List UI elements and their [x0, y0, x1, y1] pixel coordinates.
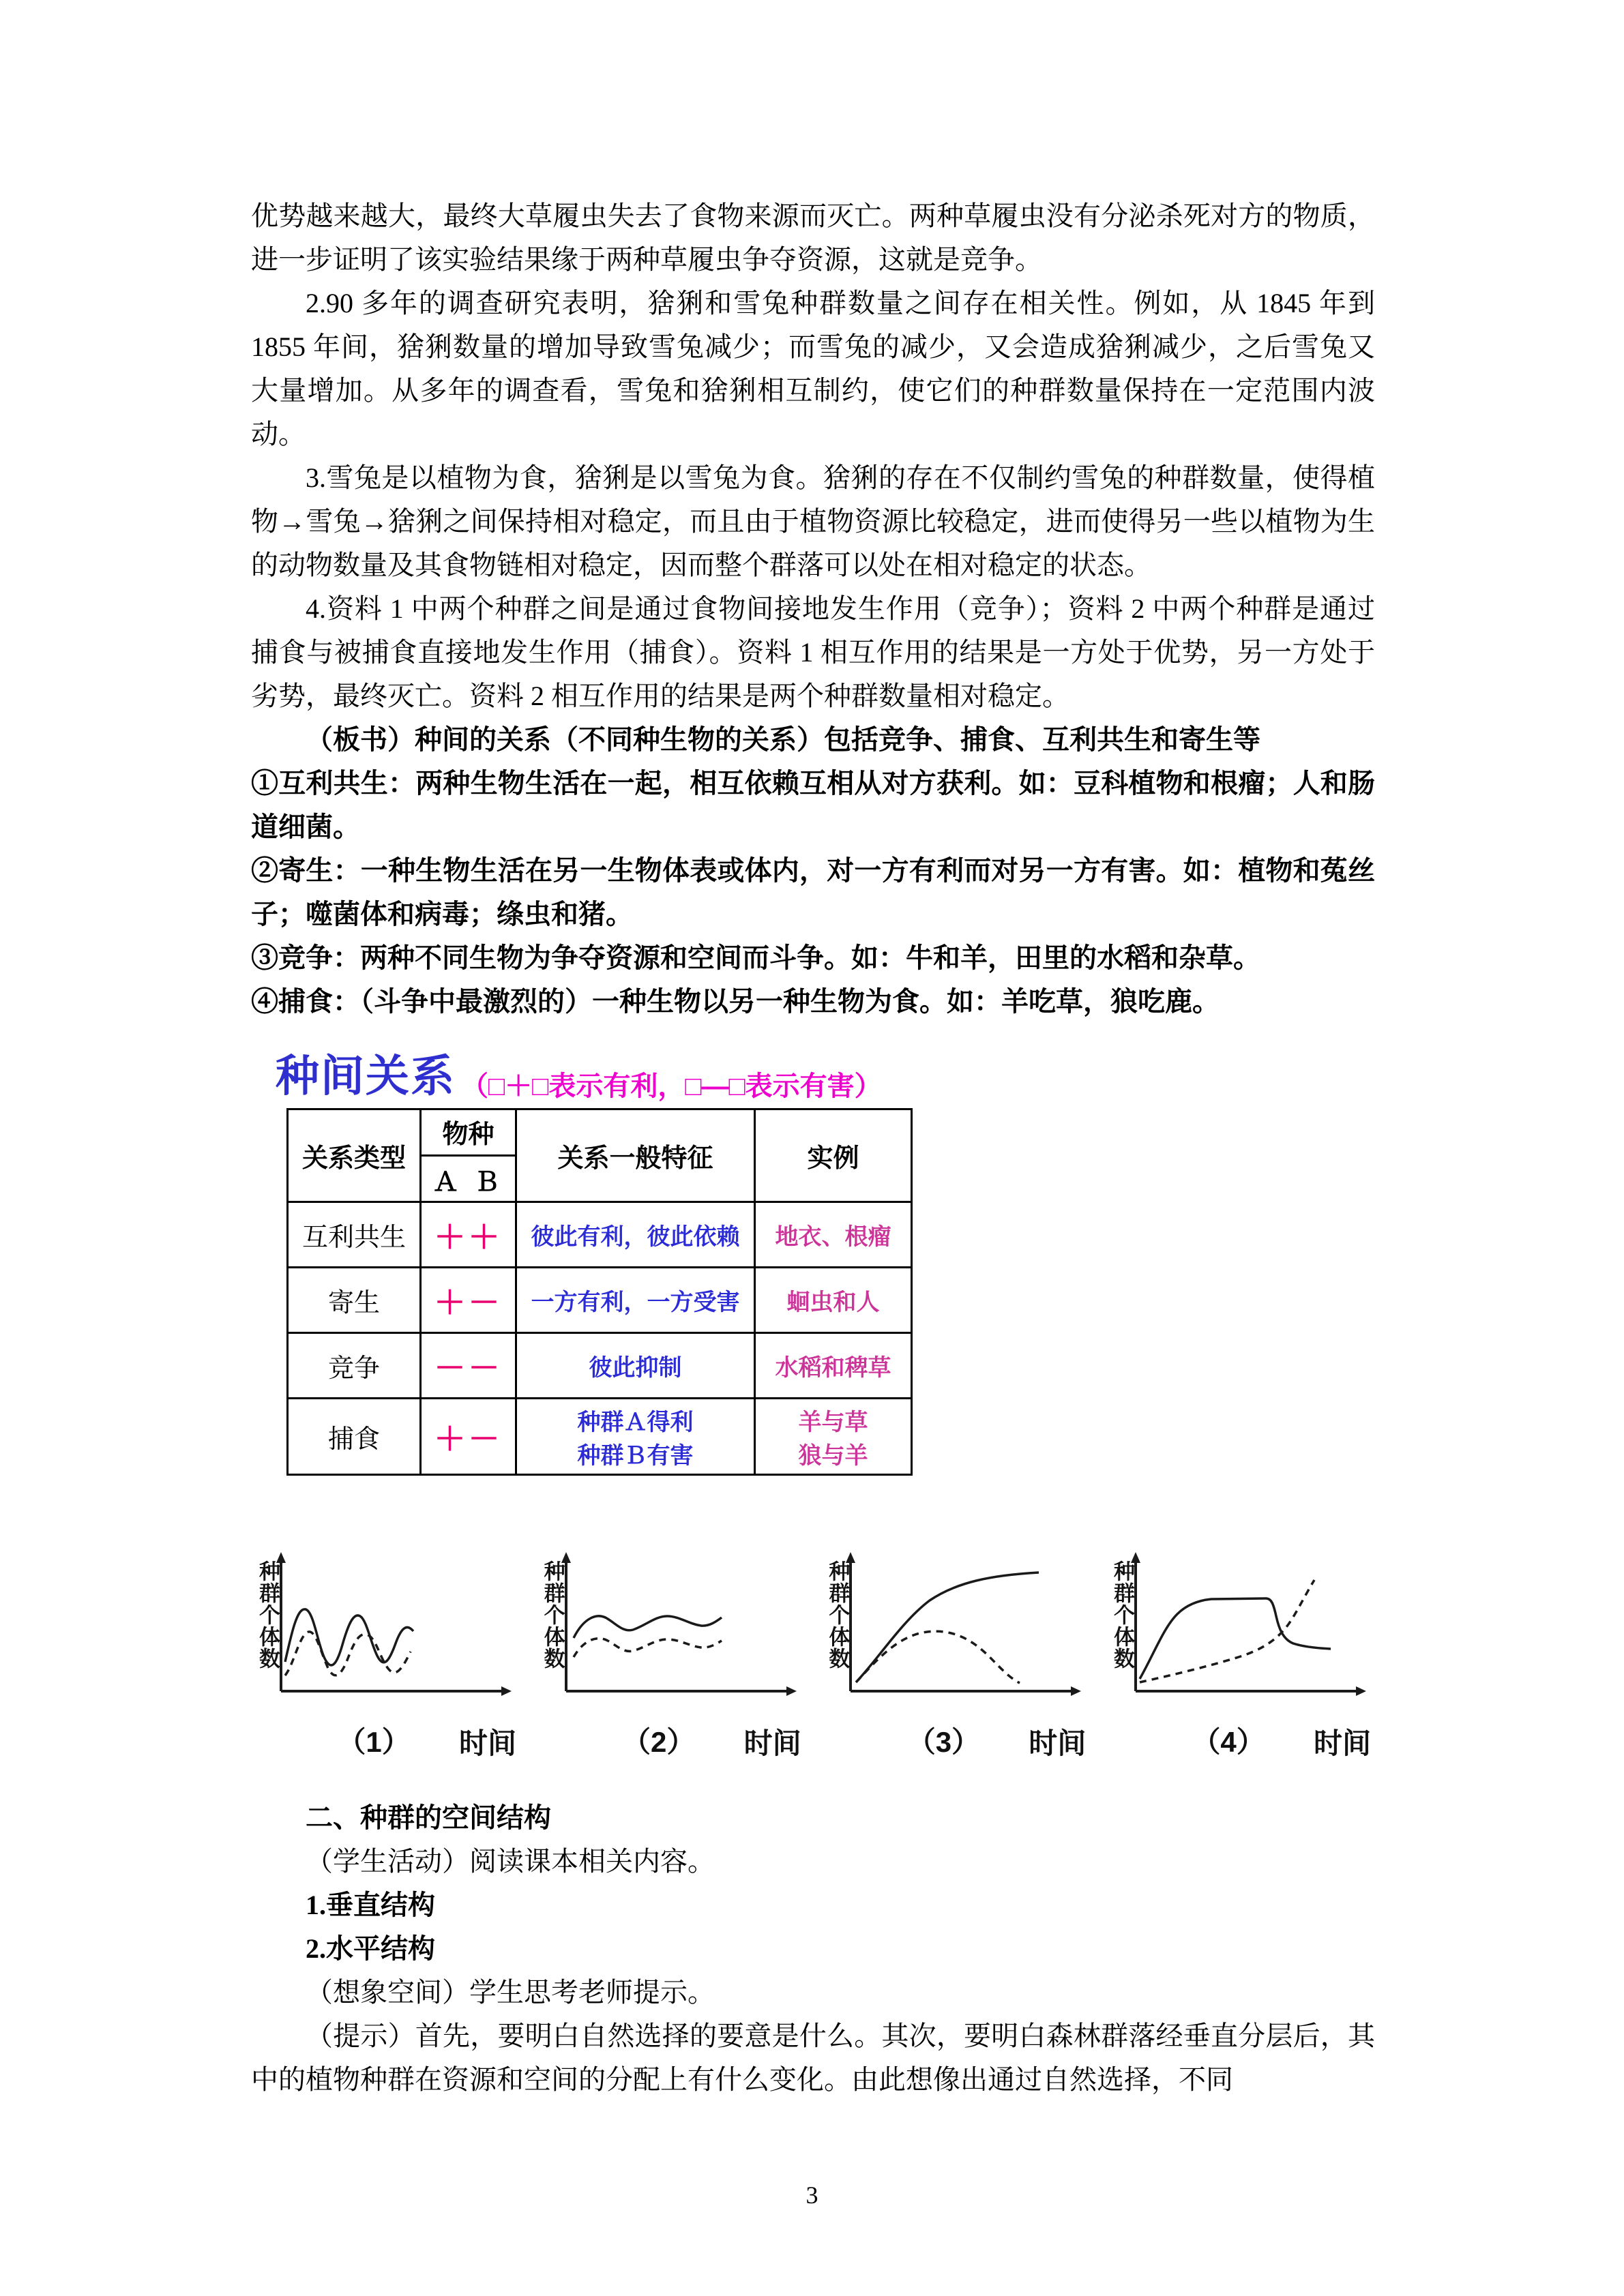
chart-3-caption — [821, 1720, 1090, 1759]
chart-3-number: （3） — [906, 1726, 981, 1758]
dashed-series-line — [574, 1639, 722, 1657]
cell-sign: ＋－ — [421, 1399, 516, 1475]
cell-sign: ＋＋ — [421, 1202, 516, 1268]
paragraph-mutualism-definition: ①互利共生：两种生物生活在一起，相互依赖互相从对方获利。如：豆科植物和根瘤；人和肠道细菌。 — [251, 768, 1375, 842]
chart-2-svg — [536, 1549, 802, 1720]
header-species — [421, 1109, 516, 1202]
chart-1-svg — [251, 1549, 517, 1720]
section2-vertical-structure: 1.垂直结构 — [306, 1890, 435, 1920]
x-axis-arrow-icon — [501, 1686, 512, 1696]
section-spatial-structure — [251, 1796, 1375, 2102]
figure-title: 种间关系 — [276, 1052, 456, 1101]
population-charts-row — [251, 1549, 1375, 1759]
paragraph-competition-definition: ③竞争：两种不同生物为争夺资源和空间而斗争。如：牛和羊，田里的水稻和杂草。 — [251, 942, 1260, 973]
chart-3-x-axis-label: 时间 — [1029, 1727, 1087, 1759]
table-row-predation — [288, 1399, 912, 1475]
x-axis-arrow-icon — [1356, 1686, 1366, 1696]
page-number: 3 — [806, 2181, 818, 2209]
x-axis-arrow-icon — [786, 1686, 797, 1696]
table-row-mutualism — [288, 1202, 912, 1268]
figure-subtitle: （□＋□表示有利，□—□表示有害） — [461, 1071, 882, 1101]
chart-2-x-axis-label: 时间 — [743, 1727, 801, 1759]
header-species-label: 物种 — [422, 1113, 515, 1157]
solid-series-line — [1140, 1598, 1331, 1679]
chart-2-y-axis-label: 种群个体数 — [540, 1560, 565, 1669]
table-row-competition — [288, 1333, 912, 1399]
cell-feature — [516, 1399, 755, 1475]
chart-2-plot — [536, 1549, 806, 1720]
chart-4-caption — [1106, 1720, 1375, 1759]
cell-example-line2: 狼与羊 — [798, 1442, 868, 1469]
document-page — [251, 194, 1375, 2102]
chart-1-caption — [251, 1720, 520, 1759]
chart-4-y-axis-label: 种群个体数 — [1110, 1560, 1134, 1669]
cell-feature-line1: 种群Ａ得利 — [577, 1409, 694, 1435]
chart-3-svg — [821, 1549, 1087, 1720]
paragraph-lynx-hare-survey: 2.90 多年的调查研究表明，猞猁和雪兔种群数量之间存在相关性。例如，从 1845 年到 1855 年间，猞猁数量的增加导致雪兔减少；而雪兔的减少，又会造成猞猁减少，之后雪兔又大量增加。从多年的调查看，雪兔和猞猁相互制约，使它们的种群数量保持在一定范围内波动。 — [251, 288, 1375, 449]
chart-4-plot — [1106, 1549, 1375, 1720]
cell-feature: 彼此有利，彼此依赖 — [516, 1202, 755, 1268]
solid-series-line — [574, 1616, 722, 1638]
cell-sign: ＋－ — [421, 1268, 516, 1333]
cell-example — [755, 1399, 912, 1475]
section2-student-activity: （学生活动）阅读课本相关内容。 — [306, 1846, 715, 1877]
header-example: 实例 — [755, 1109, 912, 1202]
paragraph-predation-definition: ④捕食：（斗争中最激烈的）一种生物以另一种生物为食。如：羊吃草，狼吃鹿。 — [251, 986, 1220, 1017]
cell-type: 竞争 — [288, 1333, 421, 1399]
paragraph-parasitism-definition: ②寄生：一种生物生活在另一生物体表或体内，对一方有利而对另一方有害。如：植物和菟丝子；噬菌体和病毒；绦虫和猪。 — [251, 855, 1375, 929]
header-relation-type: 关系类型 — [288, 1109, 421, 1202]
chart-4-number: （4） — [1192, 1726, 1265, 1758]
x-axis-arrow-icon — [1071, 1686, 1081, 1696]
paragraph-food-chain-stability: 3.雪兔是以植物为食，猞猁是以雪兔为食。猞猁的存在不仅制约雪兔的种群数量，使得植物→雪兔→猞猁之间保持相对稳定，而且由于植物资源比较稳定，进而使得另一些以植物为生的动物数量及其食物链相对稳定，因而整个群落可以处在相对稳定的状态。 — [251, 462, 1375, 580]
chart-1-plot — [251, 1549, 520, 1720]
population-chart-2 — [536, 1549, 806, 1759]
table-row-parasitism — [288, 1268, 912, 1333]
chart-1-x-axis-label: 时间 — [458, 1727, 516, 1759]
relationship-table — [286, 1108, 913, 1476]
population-chart-1 — [251, 1549, 520, 1759]
cell-example: 蛔虫和人 — [755, 1268, 912, 1333]
header-species-ab: Ａ Ｂ — [432, 1168, 504, 1197]
chart-4-x-axis-label: 时间 — [1313, 1727, 1371, 1759]
figure-title-row — [276, 1041, 1375, 1099]
solid-series-line — [856, 1572, 1039, 1682]
table-header-row — [288, 1109, 912, 1202]
population-chart-4 — [1106, 1549, 1375, 1759]
header-feature: 关系一般特征 — [516, 1109, 755, 1202]
section2-heading: 二、种群的空间结构 — [306, 1802, 551, 1833]
section2-imagination-space: （想象空间）学生思考老师提示。 — [306, 1977, 715, 2008]
chart-2-caption — [536, 1720, 806, 1759]
paragraph-material-comparison: 4.资料 1 中两个种群之间是通过食物间接地发生作用（竞争）；资料 2 中两个种群是通过捕食与被捕食直接地发生作用（捕食）。资料 1 相互作用的结果是一方处于优势，另一方处于劣势，最终灭亡。资料 2 相互作用的结果是两个种群数量相对稳定。 — [251, 593, 1375, 711]
chart-2-number: （2） — [622, 1726, 696, 1758]
cell-type: 寄生 — [288, 1268, 421, 1333]
section2-hint: （提示）首先，要明白自然选择的要意是什么。其次，要明白森林群落经垂直分层后，其中的植物种群在资源和空间的分配上有什么变化。由此想像出通过自然选择，不同 — [251, 2021, 1375, 2095]
cell-feature-line2: 种群Ｂ有害 — [577, 1442, 694, 1469]
paragraph-blackboard-notes: （板书）种间的关系（不同种生物的关系）包括竞争、捕食、互利共生和寄生等 — [306, 724, 1260, 755]
cell-feature: 彼此抑制 — [516, 1333, 755, 1399]
cell-type: 互利共生 — [288, 1202, 421, 1268]
chart-1-number: （1） — [337, 1726, 411, 1758]
chart-4-svg — [1106, 1549, 1372, 1720]
cell-example-line1: 羊与草 — [798, 1409, 868, 1435]
paragraph-competition-result: 优势越来越大，最终大草履虫失去了食物来源而灭亡。两种草履虫没有分泌杀死对方的物质，进一步证明了该实验结果缘于两种草履虫争夺资源，这就是竞争。 — [251, 200, 1375, 275]
section2-horizontal-structure: 2.水平结构 — [306, 1933, 435, 1964]
cell-type: 捕食 — [288, 1399, 421, 1475]
population-chart-3 — [821, 1549, 1090, 1759]
chart-1-y-axis-label: 种群个体数 — [256, 1560, 280, 1669]
cell-feature: 一方有利，一方受害 — [516, 1268, 755, 1333]
cell-example: 水稻和稗草 — [755, 1333, 912, 1399]
cell-sign: －－ — [421, 1333, 516, 1399]
chart-3-y-axis-label: 种群个体数 — [825, 1560, 850, 1669]
chart-3-plot — [821, 1549, 1090, 1720]
dashed-series-line — [856, 1631, 1020, 1683]
cell-example: 地衣、根瘤 — [755, 1202, 912, 1268]
interspecies-relationship-figure — [251, 1041, 1375, 1476]
